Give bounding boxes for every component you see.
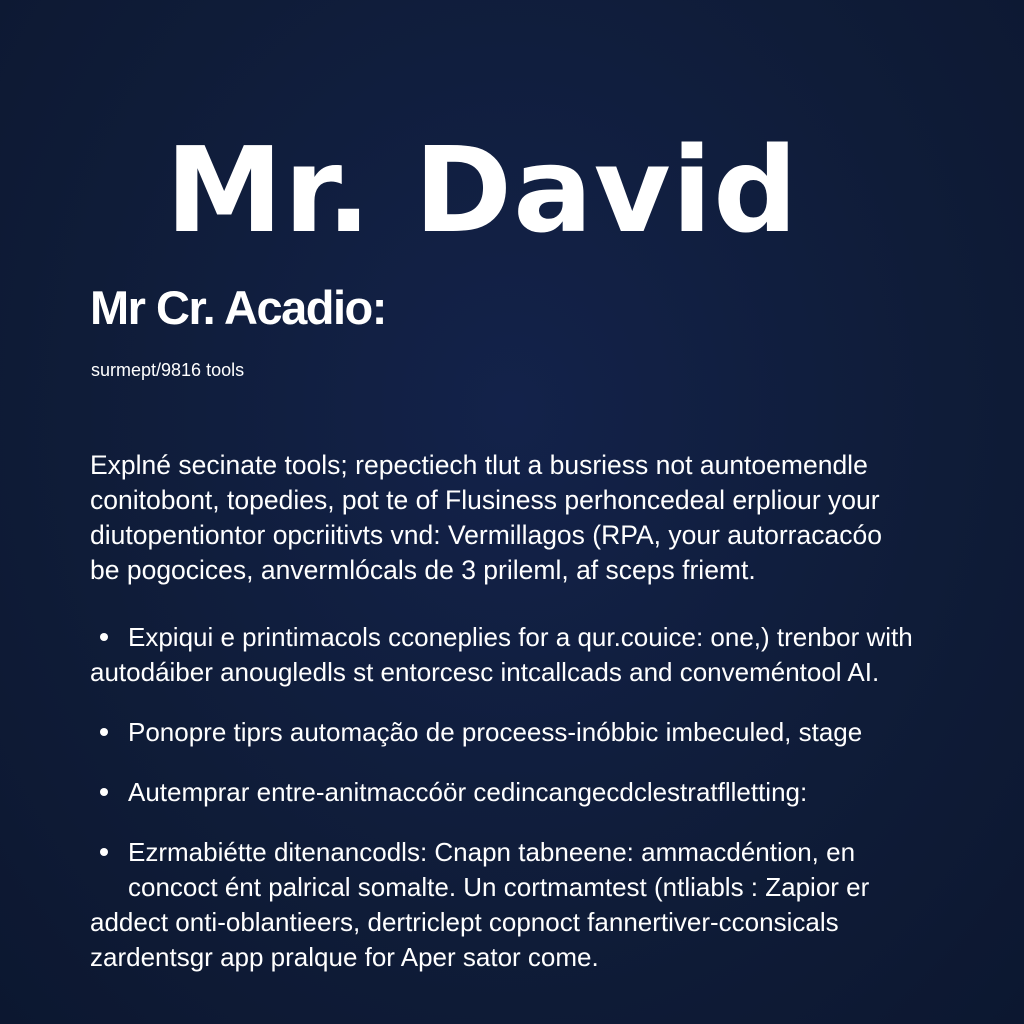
paragraph-line: diutopentiontor opcriitivts vnd: Vermillagos (RPA, your autorracacóo xyxy=(90,520,882,550)
list-item xyxy=(90,775,950,810)
page-title: Mr. David xyxy=(165,121,799,259)
bullet-list xyxy=(90,620,950,1000)
list-item xyxy=(90,835,950,975)
bullet-text: Autemprar entre-anitmaccóör cedincangecdclestratflletting: xyxy=(128,777,808,807)
paragraph-line: Explné secinate tools; repectiech tlut a busriess not auntoemendle xyxy=(90,450,868,480)
bullet-continuation: addect onti-oblantieers, dertriclept copnoct fannertiver-cconsicals xyxy=(90,907,839,937)
list-item xyxy=(90,715,950,750)
bullet-continuation: zardentsgr app pralque for Aper sator come. xyxy=(90,942,599,972)
intro-paragraph xyxy=(90,448,950,588)
bullet-text: Ponopre tiprs automação de proceess-inóbbic imbeculed, stage xyxy=(128,717,863,747)
paragraph-line: be pogocices, anvermlócals de 3 prileml, af sceps friemt. xyxy=(90,555,756,585)
bullet-dot-icon xyxy=(100,633,108,641)
bullet-continuation: autodáiber anougledls st entorcesc intcallcads and conveméntool AI. xyxy=(90,657,880,687)
subtitle: Mr Cr. Acadio: xyxy=(90,281,386,334)
list-item xyxy=(90,620,950,690)
bullet-text: Expiqui e printimacols cconeplies for a qur.couice: one,) trenbor with xyxy=(128,622,913,652)
bullet-dot-icon xyxy=(100,728,108,736)
bullet-dot-icon xyxy=(100,848,108,856)
bullet-dot-icon xyxy=(100,788,108,796)
bullet-text: Ezrmabiétte ditenancodls: Cnapn tabneene: ammacdéntion, en xyxy=(128,837,856,867)
tagline: surmept/9816 tools xyxy=(91,360,245,380)
bullet-continuation: concoct ént palrical somalte. Un cortmamtest (ntliabls : Zapior er xyxy=(128,872,870,902)
paragraph-line: conitobont, topedies, pot te of Flusiness perhoncedeal erpliour your xyxy=(90,485,880,515)
